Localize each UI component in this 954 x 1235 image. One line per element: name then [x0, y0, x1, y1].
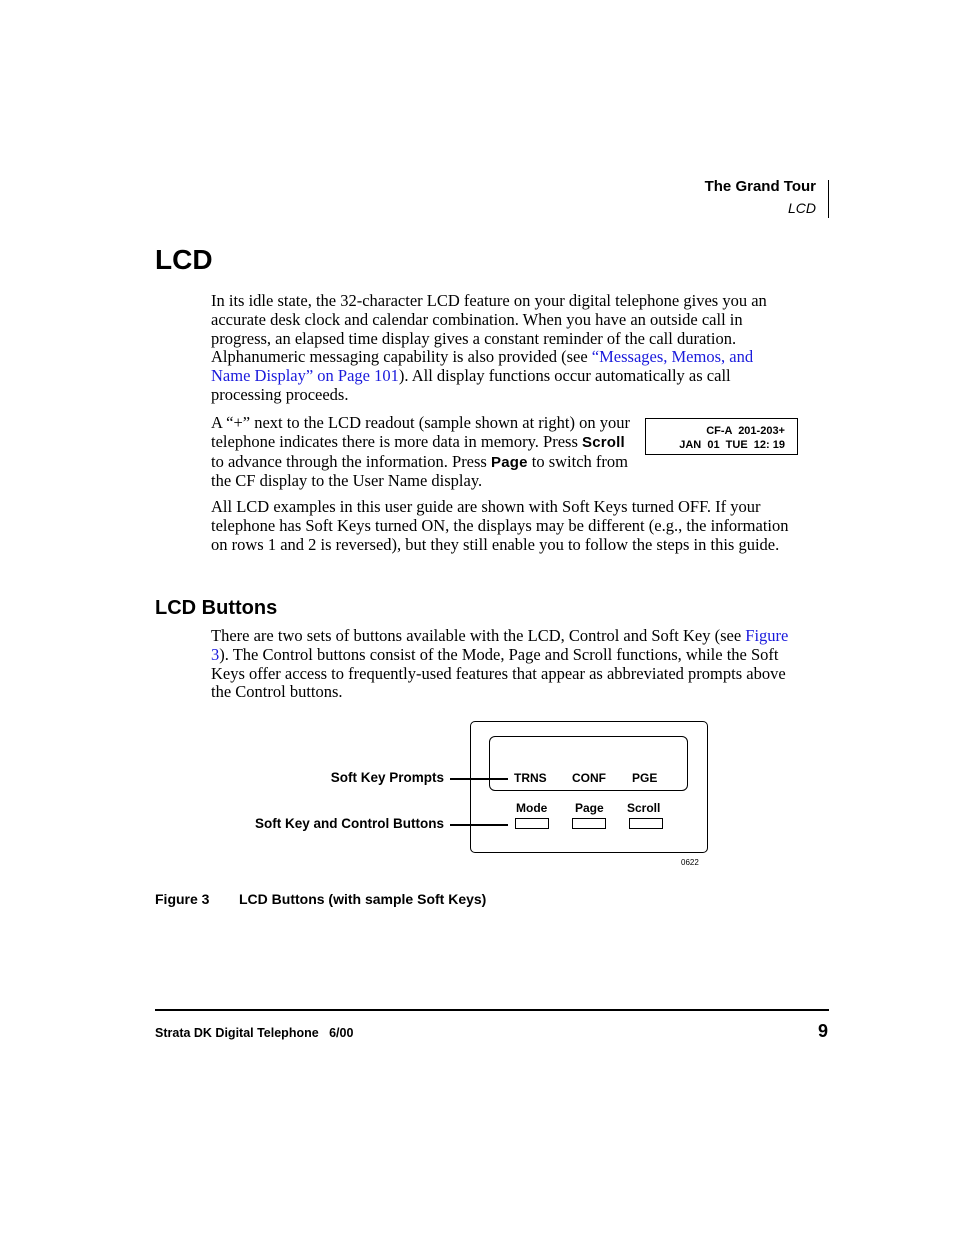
figure-id: 0622	[681, 858, 699, 867]
messages-memos-link[interactable]: “Messages, Memos, and Name Display” on Page 101	[211, 347, 754, 386]
figure-3-link[interactable]: Figure 3	[211, 626, 789, 664]
callout-soft-key-control-buttons: Soft Key and Control Buttons	[255, 816, 444, 831]
header-rule	[828, 180, 829, 218]
page-title: LCD	[155, 244, 213, 275]
leader-line-prompts	[450, 778, 508, 780]
plus-text-2: to advance through the information. Press	[211, 451, 491, 471]
figure-caption-number: Figure 3	[155, 891, 210, 907]
page-key-label: Page	[490, 453, 528, 471]
softkey-prompt-conf: CONF	[572, 771, 606, 785]
scroll-button	[629, 818, 663, 829]
lcd-sample-line-2: JAN 01 TUE 12: 19	[679, 439, 785, 451]
figure-caption-text: LCD Buttons (with sample Soft Keys)	[239, 891, 487, 907]
page-number: 9	[817, 1021, 828, 1041]
intro-text-2: ). All display functions occur automatically as call processing proceeds.	[211, 366, 731, 404]
callout-soft-key-prompts: Soft Key Prompts	[330, 770, 444, 785]
plus-indicator-paragraph	[211, 414, 636, 491]
softkey-prompt-trns: TRNS	[514, 771, 547, 785]
lcd-sample-line-1: CF-A 201-203+	[706, 425, 785, 437]
mode-button	[515, 818, 549, 829]
control-label-mode: Mode	[516, 801, 548, 815]
plus-text-3: to switch from the CF display to the User Name display.	[211, 451, 629, 491]
control-label-page: Page	[575, 801, 604, 815]
plus-text-1: A “+” next to the LCD readout (sample shown at right) on your telephone indicates there is more data in memory. Press	[211, 413, 630, 451]
running-header-subtitle: LCD	[787, 200, 816, 216]
lcd-sample-display	[645, 418, 798, 455]
running-header-title: The Grand Tour	[704, 178, 816, 195]
softkey-prompt-pge: PGE	[632, 771, 658, 785]
leader-line-buttons	[450, 824, 508, 826]
lcd-buttons-paragraph	[211, 627, 801, 702]
section-text-1: There are two sets of buttons available with the LCD, Control and Soft Key (see	[211, 626, 746, 645]
softkeys-note-paragraph: All LCD examples in this user guide are shown with Soft Keys turned OFF. If your telephone has Soft Keys turned ON, the displays may be different (e.g., the information on rows 1 and 2 is reversed), but they still enable you to follow the steps in this guide.	[211, 497, 789, 554]
footer-document-title: Strata DK Digital Telephone 6/00	[155, 1026, 354, 1040]
intro-paragraph	[211, 292, 796, 405]
page-button	[572, 818, 606, 829]
section-heading-lcd-buttons: LCD Buttons	[155, 597, 278, 619]
control-label-scroll: Scroll	[627, 801, 661, 815]
scroll-key-label: Scroll	[581, 433, 625, 451]
intro-text-1: In its idle state, the 32-character LCD feature on your digital telephone gives you an accurate desk clock and calendar combination. When you have an outside call in progress, an elapsed time display gives a constant reminder of the call duration. Alphanumeric messaging capability is also provided (see	[211, 291, 767, 367]
footer-rule	[155, 1009, 829, 1011]
section-text-2: ). The Control buttons consist of the Mode, Page and Scroll functions, while the Soft Keys offer access to frequently-used features that appear as abbreviated prompts above the Control buttons.	[211, 644, 786, 702]
